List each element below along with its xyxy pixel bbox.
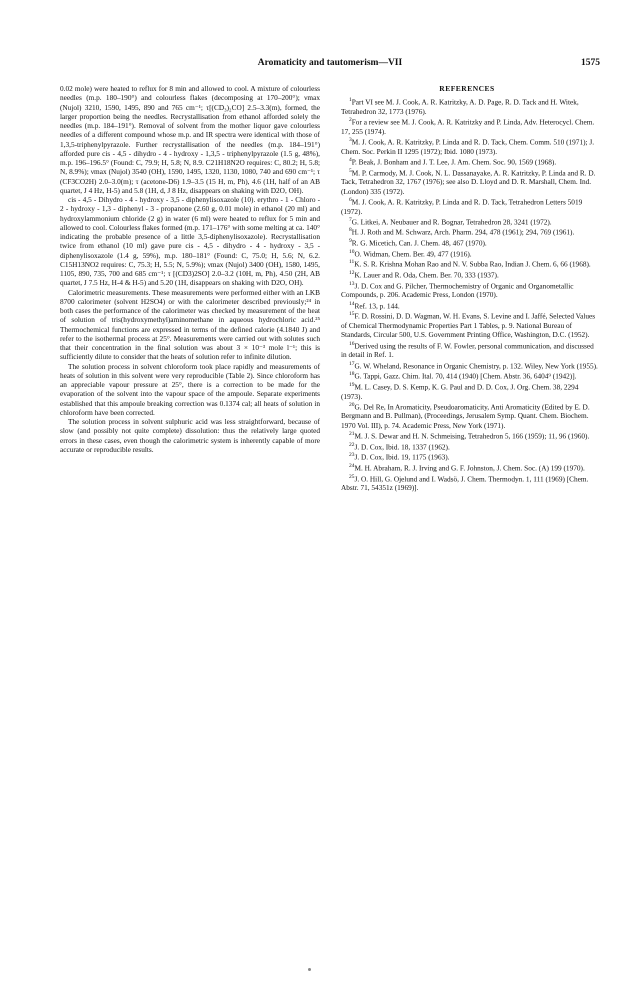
reference-text: M. L. Casey, D. S. Kemp, K. G. Paul and D. D. Cox, J. Org. Chem. 38, 2294 (1973). xyxy=(341,382,579,401)
reference-number: 23 xyxy=(349,452,355,459)
reference-text: J. O. Hill, G. Ojelund and I. Wadsö, J. Chem. Thermodyn. 1, 111 (1969) [Chem. Abstr. 71, 54351z (1969)]. xyxy=(341,474,589,493)
reference-number: 15 xyxy=(349,311,355,318)
reference-text: K. Lauer and R. Oda, Chem. Ber. 70, 333 (1937). xyxy=(354,270,499,280)
reference-number: 6 xyxy=(349,196,352,203)
reference-item xyxy=(333,167,601,196)
paragraph: 0.02 mole) were heated to reflux for 8 min and allowed to cool. A mixture of colourless needles (m.p. 180–190°) and colourless flakes (decomposing at 170–200°); νmax (Nujol) 3210, 1590, 1495, 890 and 765 cm⁻¹; τ[(CD₃)₂CO] 2.5–3.3(m), formed, the larger proportion being the needles. Recrystallisation from ethanol afforded solely the needles (m.p. 184–191°). Removal of solvent from the mother liquor gave colourless needles of a different compound whose m.p. and IR spectra were identical with those of 1,3,5-triphenylpyrazole. Further recrystallisation of the needles (m.p. 184–191°) afforded pure cis - 4,5 - dihydro - 4 - hydroxy - 1,3,5 - triphenylpyrazole (1.5 g, 48%), m.p. 196–196.5° (Found: C, 79.9; H, 5.8; N, 8.9. C21H18N2O requires: C, 80.2; H, 5.8; N, 8.9%); νmax (Nujol) 3540 (OH), 1590, 1495, 1320, 1130, 1080, 740 and 690 cm⁻¹; τ (CF3CO2H) 2.0–3.0(m); τ (acetone-D6) 1.9–3.5 (15 H, m, Ph), 4.6 (1H, half of an AB quartet, J 4 Hz, H-5) and 5.8 (1H, d, J 8 Hz, disappears on shaking with D2O, OH). xyxy=(60,84,320,195)
reference-text: R. G. Micetich, Can. J. Chem. 48, 467 (1970). xyxy=(351,238,487,248)
reference-item xyxy=(333,370,601,381)
reference-number: 18 xyxy=(349,371,355,378)
reference-number: 13 xyxy=(349,280,355,287)
references-column xyxy=(333,84,601,493)
running-title: Aromaticity and tautomerism—VII xyxy=(257,58,403,68)
reference-number: 2 xyxy=(349,117,352,124)
reference-item xyxy=(333,216,601,227)
reference-number: 5 xyxy=(349,167,352,174)
left-column xyxy=(60,84,320,454)
reference-item xyxy=(333,237,601,248)
reference-number: 22 xyxy=(349,441,355,448)
reference-item xyxy=(333,310,601,339)
reference-number: 20 xyxy=(349,401,355,408)
reference-number: 25 xyxy=(349,473,355,480)
reference-item xyxy=(333,430,601,441)
reference-number: 12 xyxy=(349,270,355,277)
reference-number: 9 xyxy=(349,238,352,245)
reference-item xyxy=(333,401,601,430)
reference-text: M. J. Cook, A. R. Katritzky, P. Linda and R. D. Tack, Tetrahedron Letters 5019 (1972). xyxy=(341,197,583,216)
reference-text: J. D. Cox and G. Pilcher, Thermochemistry of Organic and Organometallic Compounds, p. 206. Academic Press, London (1970). xyxy=(341,281,574,300)
page-number: 1575 xyxy=(581,58,600,68)
reference-item xyxy=(333,269,601,280)
reference-number: 8 xyxy=(349,227,352,234)
reference-number: 24 xyxy=(349,462,355,469)
reference-item xyxy=(333,226,601,237)
reference-text: J. D. Cox, Ibid. 18, 1337 (1962). xyxy=(354,442,450,452)
reference-number: 4 xyxy=(349,157,352,164)
reference-text: H. J. Roth and M. Schwarz, Arch. Pharm. 294, 478 (1961); 294, 769 (1961). xyxy=(351,227,575,237)
reference-number: 10 xyxy=(349,248,355,255)
reference-number: 17 xyxy=(349,360,355,367)
reference-number: 16 xyxy=(349,340,355,347)
reference-text: F. D. Rossini, D. D. Wagman, W. H. Evans, S. Levine and I. Jaffé, Selected Values of Chemical Thermodynamic Properties Part 1 Tables, p. 9. National Bureau of Standards, Circular 500, U.S. Government Printing Office, Washington, D.C. (1952). xyxy=(341,311,596,340)
reference-item xyxy=(333,473,601,493)
reference-item xyxy=(333,248,601,259)
reference-text: M. H. Abraham, R. J. Irving and G. F. Johnston, J. Chem. Soc. (A) 199 (1970). xyxy=(354,463,585,473)
reference-item xyxy=(333,340,601,360)
running-head xyxy=(60,58,600,72)
reference-text: G. Del Re, In Aromaticity, Pseudoaromaticity, Anti Aromaticity (Edited by E. D. Bergmann and B. Pullman), (Proceedings, Jerusalem Symp. Quant. Chem. Biochem. 1970 Vol. III), p. 74. Academic Press, New York (1971). xyxy=(341,402,590,430)
reference-item xyxy=(333,96,601,116)
reference-text: Ref. 13, p. 144. xyxy=(354,301,400,311)
reference-number: 14 xyxy=(349,300,355,307)
reference-number: 3 xyxy=(349,137,352,144)
paragraph: The solution process in solvent sulphuric acid was less straightforward, because of slow (and possibly not quite complete) dissolution: thus the relatively large quoted errors in these cases, even though the calorimetric system is inherently capable of more accurate or reproducible results. xyxy=(60,417,320,454)
reference-item xyxy=(333,441,601,452)
reference-text: K. S. R. Krishna Mohan Rao and N. V. Subba Rao, Indian J. Chem. 6, 66 (1968). xyxy=(354,259,591,269)
reference-number: 1 xyxy=(349,97,352,104)
reference-number: 19 xyxy=(349,381,355,388)
reference-text: M. J. S. Dewar and H. N. Schmeising, Tetrahedron 5, 166 (1959); 11, 96 (1960). xyxy=(354,431,590,441)
reference-text: Part VI see M. J. Cook, A. R. Katritzky, A. D. Page, R. D. Tack and H. Witek, Tetrahedron 32, 1773 (1976). xyxy=(341,97,579,116)
reference-item xyxy=(333,462,601,473)
reference-text: For a review see M. J. Cook, A. R. Katritzky and P. Linda, Adv. Heterocycl. Chem. 17, 255 (1974). xyxy=(341,117,595,136)
reference-text: O. Widman, Chem. Ber. 49, 477 (1916). xyxy=(354,249,472,259)
reference-list xyxy=(333,96,601,492)
paragraph: cis - 4,5 - Dihydro - 4 - hydroxy - 3,5 - diphenylisoxazole (10). erythro - 1 - Chloro - 2 - hydroxy - 1,3 - diphenyl - 3 - propanone (2.60 g, 0.01 mole) in ethanol (20 ml) and hydroxylammonium chloride (2 g) in water (6 ml) were heated to reflux for 5 min and allowed to cool. Colourless flakes formed (m.p. 171–176° with some melting at ca. 140° indicating the probable presence of a little 3,5-diphenylisoxazole). Recrystallisation twice from ethanol (10 ml) gave pure cis - 4,5 - dihydro - 4 - hydroxy - 3,5 - diphenylisoxazole (1.4 g, 59%), m.p. 180–181° (Found: C, 75.0; H, 5.6; N, 6.2. C15H13NO2 requires: C, 75.3; H, 5.5; N, 5.9%); νmax (Nujol) 3400 (OH), 1580, 1495, 1105, 890, 735, 700 and 685 cm⁻¹; τ [(CD3)2SO] 2.0–3.2 (10H, m, Ph), 4.50 (2H, AB quartet, J 7.5 Hz, H-4 & H-5) and 5.20 (1H, disappears on shaking with D2O, OH). xyxy=(60,195,320,288)
reference-item xyxy=(333,280,601,300)
reference-item xyxy=(333,300,601,311)
references-heading: REFERENCES xyxy=(439,84,495,93)
reference-text: Derived using the results of F. W. Fowler, personal communication, and discussed in detail in Ref. 1. xyxy=(341,341,594,360)
reference-text: J. D. Cox, Ibid. 19, 1175 (1963). xyxy=(354,452,450,462)
paragraph: The solution process in solvent chloroform took place rapidly and measurements of heats of solution in this solvent were very reproducible (Table 2). Since chloroform has an appreciable vapour pressure at 25°, there is a correction to be made for the evaporation of the solvent into the vapour space of the ampoule. Separate experiments established that this ampoule breaking correction was 0.1374 cal; all heats of solution in chloroform have been corrected. xyxy=(60,361,320,417)
reference-item xyxy=(333,451,601,462)
reference-text: P. Beak, J. Bonham and J. T. Lee, J. Am. Chem. Soc. 90, 1569 (1968). xyxy=(351,157,557,167)
reference-item xyxy=(333,156,601,167)
reference-number: 7 xyxy=(349,216,352,223)
reference-number: 21 xyxy=(349,430,355,437)
reference-text: G. W. Wheland, Resonance in Organic Chemistry, p. 132. Wiley, New York (1955). xyxy=(354,360,598,370)
reference-text: G. Tappi, Gazz. Chim. Ital. 70, 414 (1940) [Chem. Abstr. 36, 6404⁹ (1942)]. xyxy=(354,371,577,381)
reference-text: M. J. Cook, A. R. Katritzky, P. Linda and R. D. Tack, Chem. Comm. 510 (1971); J. Chem. Soc. Perkin II 1295 (1972); Ibid. 1080 (1973). xyxy=(341,137,595,156)
reference-item xyxy=(333,381,601,401)
reference-item xyxy=(333,196,601,216)
reference-item xyxy=(333,136,601,156)
stray-dot xyxy=(308,968,311,971)
reference-text: G. Litkei, A. Neubauer and R. Bognar, Tetrahedron 28, 3241 (1972). xyxy=(351,217,552,227)
reference-item xyxy=(333,258,601,269)
paragraph: Calorimetric measurements. These measurements were performed either with an LKB 8700 calorimeter (solvent H2SO4) or with the calorimeter described previously;²⁴ in both cases the performance of the calorimeter was checked by measurement of the heat of solution of tris(hydroxymethyl)aminomethane in aqueous hydrochloric acid.²⁵ Thermochemical functions are expressed in terms of the defined calorie (4.1840 J) and refer to the isothermal process at 25°. Measurements were carried out with solutes such that their concentration in the final solution was about 3 × 10⁻³ mole l⁻¹; this is sufficiently dilute to consider that the heats of solution refer to infinite dilution. xyxy=(60,287,320,362)
reference-number: 11 xyxy=(349,259,355,266)
reference-text: M. P. Carmody, M. J. Cook, N. L. Dassanayake, A. R. Katritzky, P. Linda and R. D. Tack, Tetrahedron 32, 1767 (1976); see also D. Lloyd and D. R. Marshall, Chem. Ind. (London) 335 (1972). xyxy=(341,168,596,196)
reference-item xyxy=(333,360,601,371)
reference-item xyxy=(333,116,601,136)
